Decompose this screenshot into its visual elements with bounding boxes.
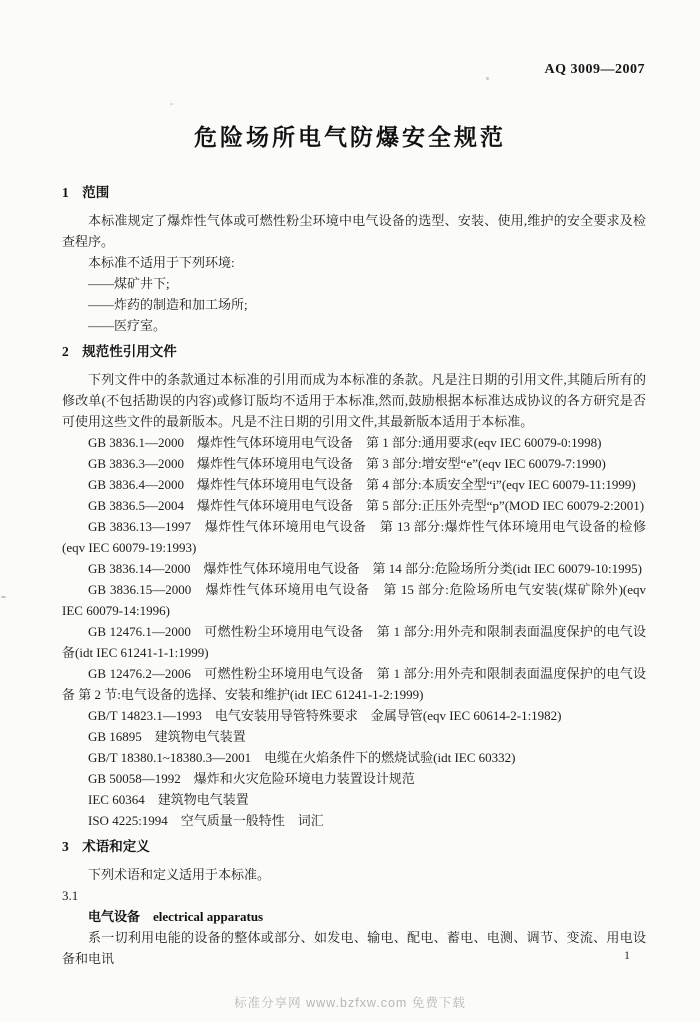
reference-item: GB 3836.1—2000 爆炸性气体环境用电气设备 第 1 部分:通用要求(eqv IEC 60079-0:1998)	[88, 435, 602, 450]
standard-code: AQ 3009—2007	[544, 62, 645, 77]
document-body	[62, 182, 646, 969]
watermark-text: 标准分享网 www.bzfxw.com 免费下载	[234, 996, 466, 1010]
scan-artifact	[1, 596, 6, 598]
reference-item: GB 3836.5—2004 爆炸性气体环境用电气设备 第 5 部分:正压外壳型“p”(MOD IEC 60079-2:2001)	[88, 498, 645, 513]
page-title: 危险场所电气防爆安全规范	[194, 125, 506, 150]
section-2-paragraph: 下列文件中的条款通过本标准的引用而成为本标准的条款。凡是注日期的引用文件,其随后所有的修改单(不包括勘误的内容)或修订版均不适用于本标准,然而,鼓励根据本标准达成协议的各方研究是否可使用这些文件的最新版本。凡是不注日期的引用文件,其最新版本适用于本标准。	[62, 372, 646, 429]
list-item: ——医疗室。	[88, 318, 167, 333]
reference-item: GB 50058—1992 爆炸和火灾危险环境电力装置设计规范	[88, 771, 415, 786]
reference-item: GB 3836.4—2000 爆炸性气体环境用电气设备 第 4 部分:本质安全型“i”(eqv IEC 60079-11:1999)	[88, 477, 636, 492]
reference-item: GB 3836.15—2000 爆炸性气体环境用电气设备 第 15 部分:危险场所电气安装(煤矿除外)(eqv IEC 60079-14:1996)	[62, 582, 646, 618]
section-3-paragraph: 下列术语和定义适用于本标准。	[88, 867, 271, 882]
scan-artifact	[170, 103, 173, 105]
reference-item: GB 3836.14—2000 爆炸性气体环境用电气设备 第 14 部分:危险场所分类(idt IEC 60079-10:1995)	[88, 561, 642, 576]
reference-item: ISO 4225:1994 空气质量一般特性 词汇	[88, 813, 324, 828]
reference-item: GB 3836.13—1997 爆炸性气体环境用电气设备 第 13 部分:爆炸性气体环境用电气设备的检修(eqv IEC 60079-19:1993)	[62, 519, 646, 555]
reference-item: GB/T 14823.1—1993 电气安装用导管特殊要求 金属导管(eqv IEC 60614-2-1:1982)	[88, 708, 562, 723]
reference-item: IEC 60364 建筑物电气装置	[88, 792, 249, 807]
section-1-heading: 1 范围	[62, 185, 110, 200]
section-1-paragraph: 本标准规定了爆炸性气体或可燃性粉尘环境中电气设备的选型、安装、使用,维护的安全要求及检查程序。	[62, 213, 646, 249]
section-2-heading: 2 规范性引用文件	[62, 344, 177, 359]
scan-artifact	[486, 77, 489, 80]
list-item: ——煤矿井下;	[88, 276, 170, 291]
list-item: ——炸药的制造和加工场所;	[88, 297, 248, 312]
section-3-heading: 3 术语和定义	[62, 839, 150, 854]
reference-item: GB 3836.3—2000 爆炸性气体环境用电气设备 第 3 部分:增安型“e”(eqv IEC 60079-7:1990)	[88, 456, 606, 471]
clause-number: 3.1	[62, 888, 79, 903]
reference-item: GB 12476.2—2006 可燃性粉尘环境用电气设备 第 1 部分:用外壳和限制表面温度保护的电气设备 第 2 节:电气设备的选择、安装和维护(idt IEC 61241-1-2:1999)	[62, 666, 646, 702]
section-1-paragraph: 本标准不适用于下列环境:	[88, 255, 235, 270]
page-number: 1	[624, 948, 630, 962]
reference-item: GB 12476.1—2000 可燃性粉尘环境用电气设备 第 1 部分:用外壳和限制表面温度保护的电气设备(idt IEC 61241-1-1:1999)	[62, 624, 646, 660]
term-definition-heading: 电气设备 electrical apparatus	[88, 909, 264, 924]
reference-item: GB 16895 建筑物电气装置	[88, 729, 246, 744]
term-definition-text: 系一切利用电能的设备的整体或部分、如发电、输电、配电、蓄电、电测、调节、变流、用电设备和电讯	[62, 930, 646, 966]
reference-item: GB/T 18380.1~18380.3—2001 电缆在火焰条件下的燃烧试验(idt IEC 60332)	[88, 750, 516, 765]
